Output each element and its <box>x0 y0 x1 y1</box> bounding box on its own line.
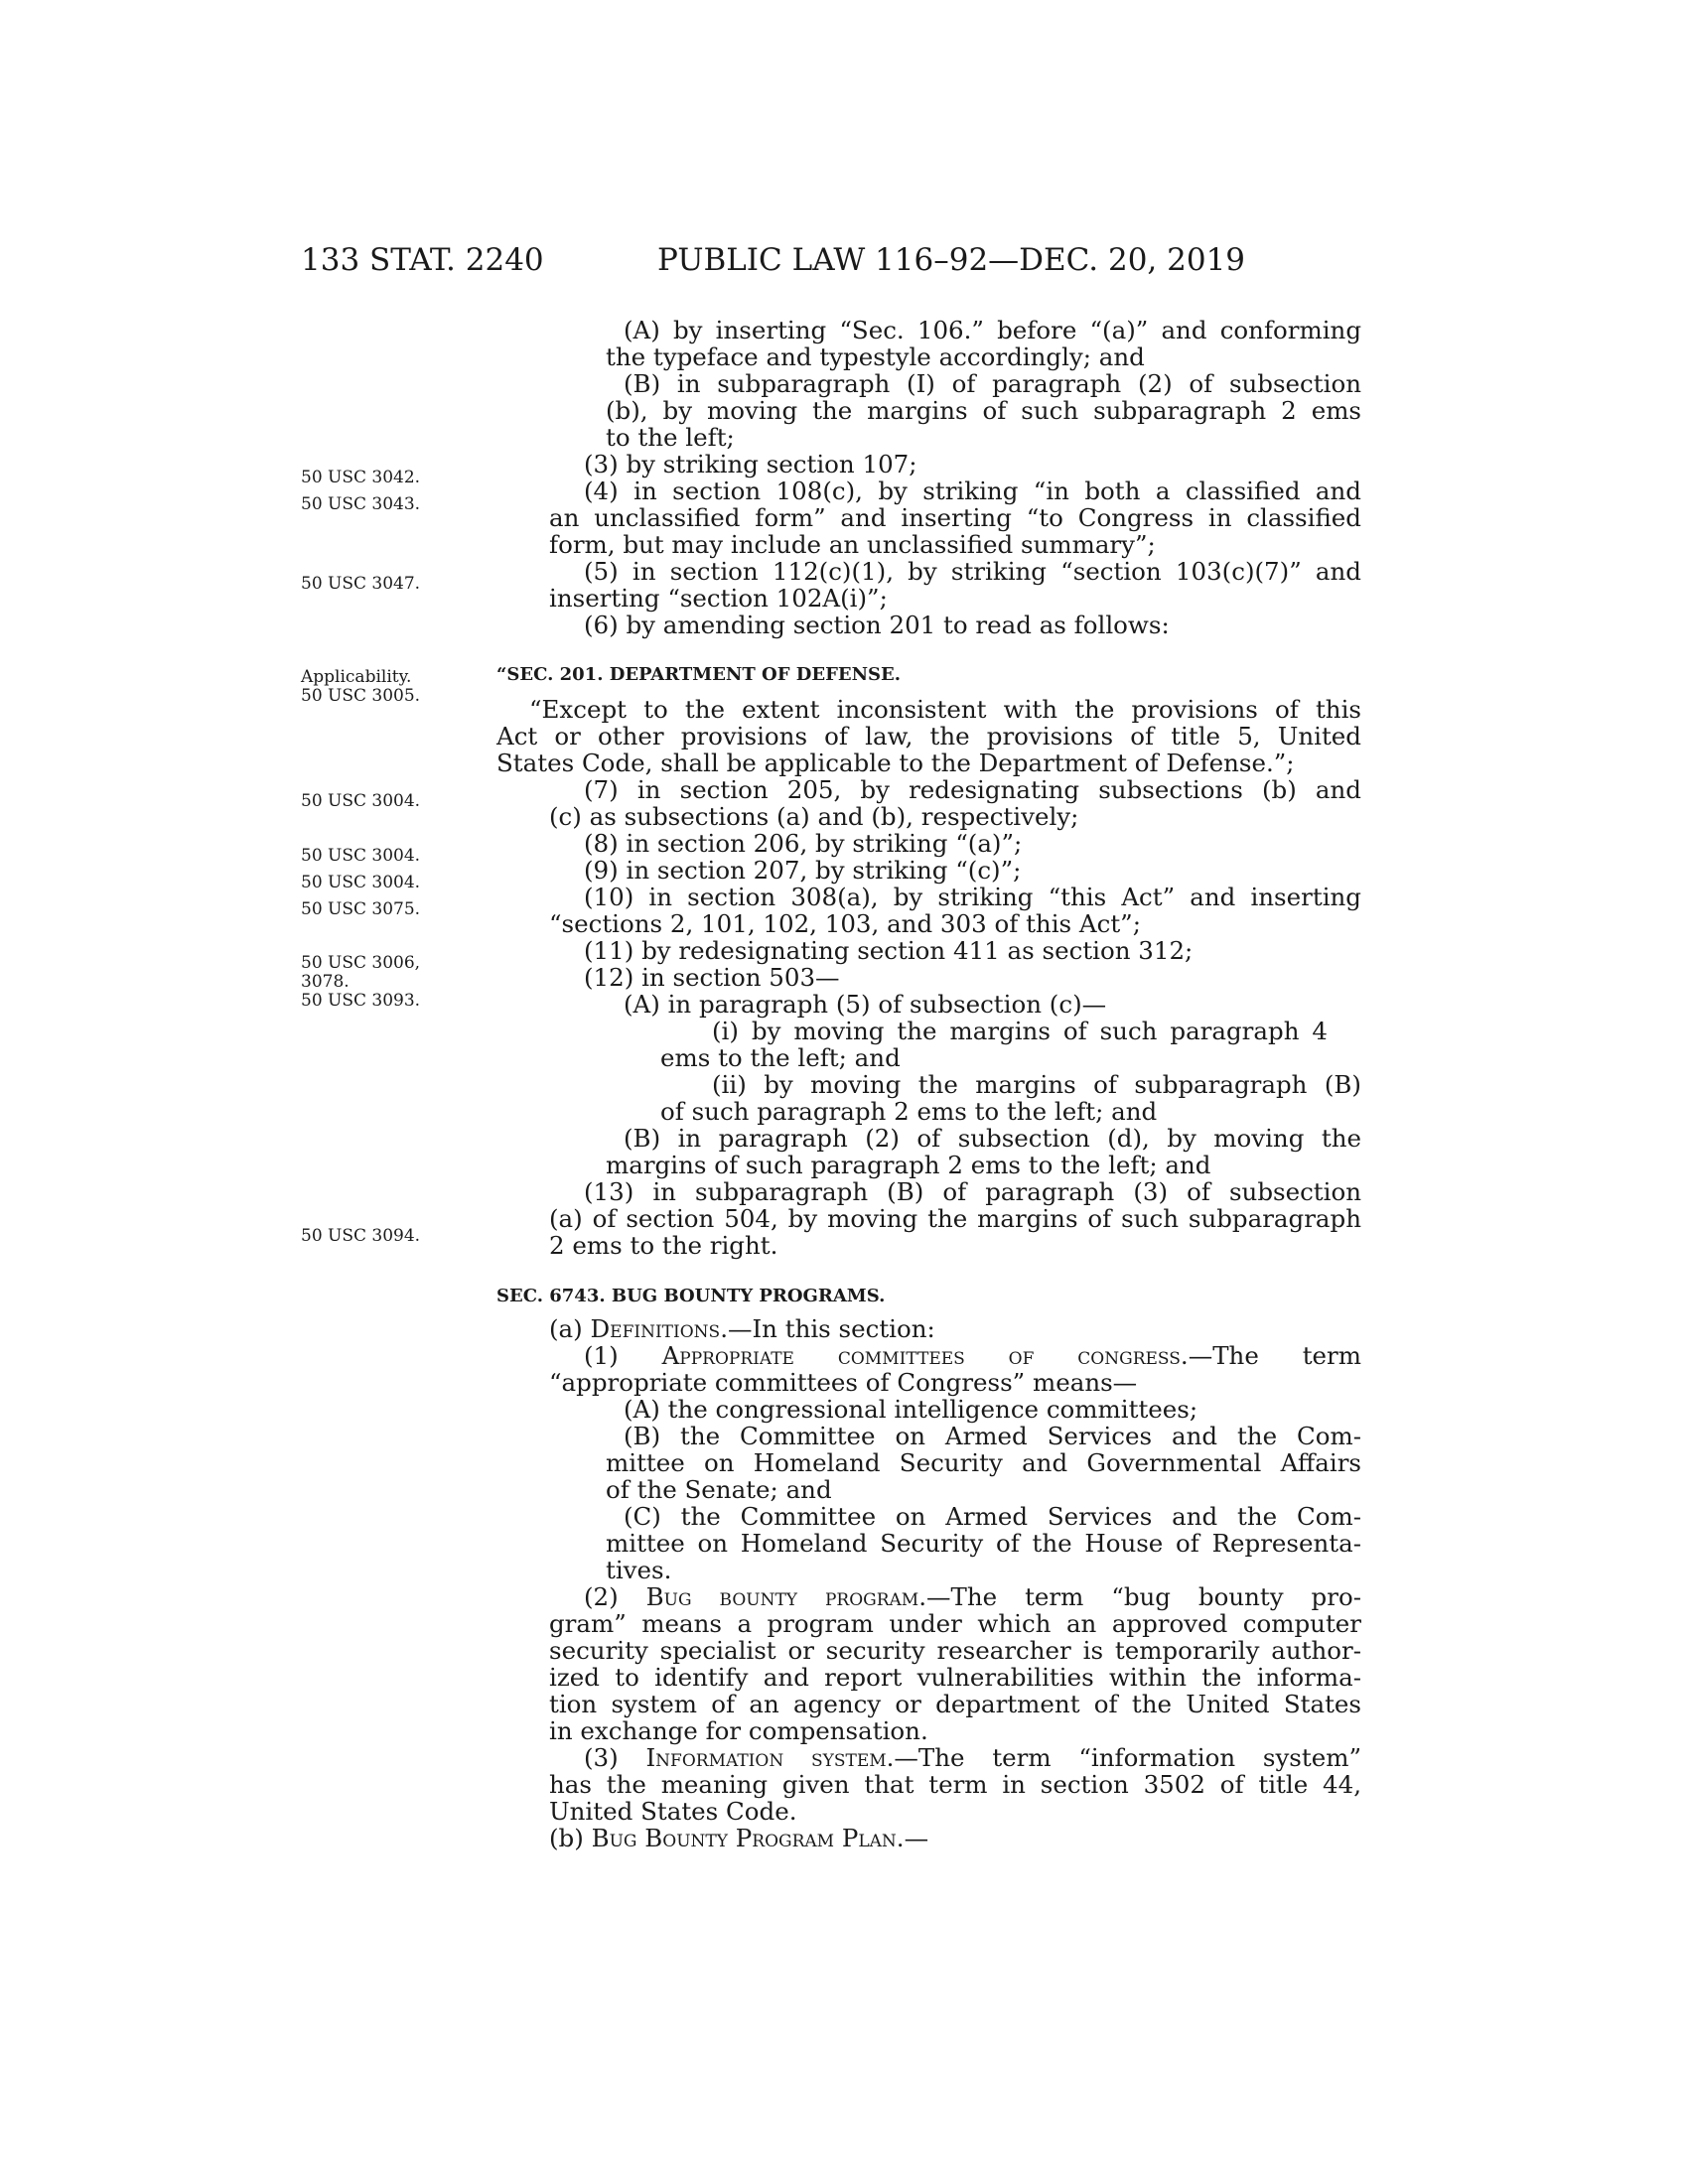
text-line: tives. <box>606 1556 672 1584</box>
text-line: (5) in section 112(c)(1), by striking “section 103(c)(7)” and <box>584 557 1361 586</box>
text-line: tion system of an agency or department of the United States <box>549 1690 1361 1718</box>
text-line: to the left; <box>606 423 735 452</box>
side-note: Applicability. <box>301 667 412 687</box>
text-line: (i) by moving the margins of such paragraph 4 <box>712 1017 1328 1045</box>
text-line: States Code, shall be applicable to the Department of Defense.”; <box>496 749 1295 777</box>
text-line: (B) in paragraph (2) of subsection (d), by moving the <box>624 1124 1361 1153</box>
text-line: (B) in subparagraph (I) of paragraph (2) of subsection <box>624 369 1361 398</box>
text-line: (b), by moving the margins of such subparagraph 2 ems <box>606 396 1361 425</box>
text-line: (1) Appropriate committees of congress.—The term <box>584 1341 1361 1370</box>
text-line: (B) the Committee on Armed Services and the Com- <box>624 1422 1361 1450</box>
text-line: the typeface and typestyle accordingly; and <box>606 342 1145 371</box>
text-line: mittee on Homeland Security of the House of Representa- <box>606 1529 1361 1558</box>
text-line: “Except to the extent inconsistent with the provisions of this <box>529 695 1361 724</box>
side-note: 50 USC 3004. <box>301 846 421 866</box>
text-line: form, but may include an unclassified summary”; <box>549 530 1156 559</box>
text-line: Act or other provisions of law, the provisions of title 5, United <box>496 722 1361 751</box>
defined-term: Bug bounty program <box>645 1582 919 1611</box>
text-line: (3) by striking section 107; <box>584 450 917 478</box>
text-line: (10) in section 308(a), by striking “this Act” and inserting <box>584 883 1361 911</box>
text-line: 2 ems to the right. <box>549 1231 778 1260</box>
text-line: (A) by inserting “Sec. 106.” before “(a)” and conforming <box>624 316 1361 344</box>
defined-term: Appropriate committees of congress <box>661 1341 1181 1370</box>
text-line: (a) of section 504, by moving the margins of such subparagraph <box>549 1204 1361 1233</box>
text-line: (A) in paragraph (5) of subsection (c)— <box>624 990 1107 1019</box>
text-line: (6) by amending section 201 to read as follows: <box>584 611 1170 639</box>
side-note: 50 USC 3075. <box>301 899 421 919</box>
text-line: (8) in section 206, by striking “(a)”; <box>584 829 1023 858</box>
page-reference: 133 STAT. 2240 <box>301 242 544 278</box>
text-line: (ii) by moving the margins of subparagraph (B) <box>712 1070 1361 1099</box>
side-note: 50 USC 3004. <box>301 873 421 892</box>
text-line: (a) Definitions.—In this section: <box>549 1314 935 1343</box>
section-heading: “SEC. 201. DEPARTMENT OF DEFENSE. <box>496 664 902 685</box>
side-note: 50 USC 3094. <box>301 1226 421 1246</box>
text-line: (4) in section 108(c), by striking “in both a classified and <box>584 477 1361 505</box>
text-line: (13) in subparagraph (B) of paragraph (3) of subsection <box>584 1177 1361 1206</box>
side-note: 50 USC 3004. <box>301 791 421 811</box>
subsection-term: Bug Bounty Program Plan <box>591 1824 897 1852</box>
text-line: (b) Bug Bounty Program Plan.— <box>549 1824 929 1852</box>
text-line: ized to identify and report vulnerabilities within the informa- <box>549 1663 1361 1692</box>
section-heading: SEC. 6743. BUG BOUNTY PROGRAMS. <box>496 1286 886 1306</box>
text-line: security specialist or security researcher is temporarily author- <box>549 1636 1361 1665</box>
text-line: inserting “section 102A(i)”; <box>549 584 888 613</box>
text-line: (c) as subsections (a) and (b), respectively; <box>549 802 1079 831</box>
text-line: (3) Information system.—The term “information system” <box>584 1743 1361 1772</box>
text-line: has the meaning given that term in section 3502 of title 44, <box>549 1770 1361 1799</box>
defined-term: Information system <box>645 1743 887 1772</box>
text-line: (11) by redesignating section 411 as section 312; <box>584 936 1194 965</box>
text-line: (12) in section 503— <box>584 963 840 992</box>
text-line: “appropriate committees of Congress” means— <box>549 1368 1138 1397</box>
side-note: 50 USC 3006, <box>301 953 421 973</box>
text-line: margins of such paragraph 2 ems to the left; and <box>606 1151 1211 1179</box>
text-line: gram” means a program under which an approved computer <box>549 1609 1361 1638</box>
text-line: an unclassified form” and inserting “to Congress in classified <box>549 503 1361 532</box>
side-note: 50 USC 3093. <box>301 991 421 1011</box>
text-line: (A) the congressional intelligence committees; <box>624 1395 1198 1424</box>
text-line: United States Code. <box>549 1797 797 1826</box>
text-line: “sections 2, 101, 102, 103, and 303 of this Act”; <box>549 909 1141 938</box>
text-line: ems to the left; and <box>660 1043 901 1072</box>
running-title: PUBLIC LAW 116–92—DEC. 20, 2019 <box>657 242 1246 278</box>
text-line: (2) Bug bounty program.—The term “bug bounty pro- <box>584 1582 1361 1611</box>
side-note: 50 USC 3042. <box>301 468 421 487</box>
text-line: in exchange for compensation. <box>549 1716 928 1745</box>
side-note: 3078. <box>301 972 350 992</box>
side-note: 50 USC 3005. <box>301 686 421 706</box>
text-line: mittee on Homeland Security and Governmental Affairs <box>606 1448 1361 1477</box>
side-note: 50 USC 3043. <box>301 494 421 514</box>
text-line: (9) in section 207, by striking “(c)”; <box>584 856 1022 885</box>
subsection-term: Definitions <box>590 1314 721 1343</box>
text-line: of such paragraph 2 ems to the left; and <box>660 1097 1158 1126</box>
side-note: 50 USC 3047. <box>301 574 421 594</box>
text-line: (C) the Committee on Armed Services and the Com- <box>624 1502 1361 1531</box>
text-line: of the Senate; and <box>606 1475 832 1504</box>
text-line: (7) in section 205, by redesignating subsections (b) and <box>584 775 1361 804</box>
